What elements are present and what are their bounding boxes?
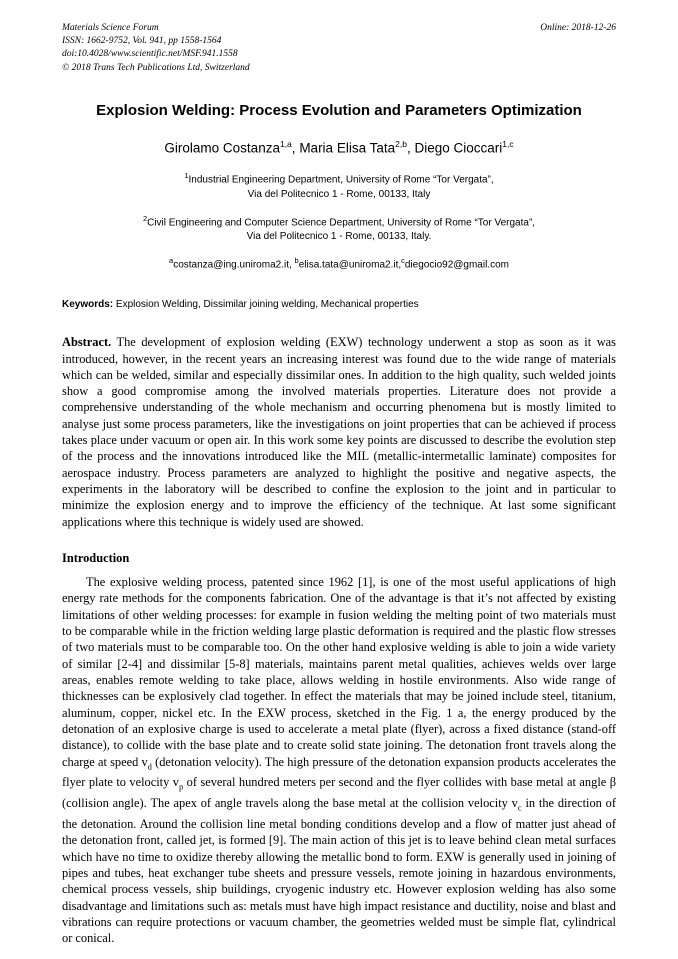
affiliation-1-line1: Industrial Engineering Department, University of Rome “Tor Vergata”, xyxy=(188,174,494,186)
keywords-value: Explosion Welding, Dissimilar joining welding, Mechanical properties xyxy=(113,299,419,311)
affiliation-2 xyxy=(62,212,616,244)
author-2-name: Maria Elisa Tata xyxy=(299,140,396,156)
author-2-affiliation-marker: 2,b xyxy=(395,138,407,149)
affiliation-1-marker: 1 xyxy=(184,171,189,181)
issn-line: ISSN: 1662-9752, Vol. 941, pp 1558-1564 xyxy=(62,36,222,47)
page-header xyxy=(62,22,616,75)
intro-text-part-4: in the direction of the detonation. Around the collision line metal bonding conditions develop and a flow of matter just ahead of the detonation front, called jet, is formed [9]. The main action of this jet is to leave behind clean metal surfaces which have no time to oxidize thereby allowing the metallic bond to form. EXW is generally used in joining of pipes and tubes, heat exchanger tube sheets and pressure vessels, remote joining in hazardous environments, chemical process vessels, ship buildings, cryogenic industry etc. However explosion welding has also some disadvantage and limitations such as: metals must have high impact resistance and ductility, noise and blast and vibrations can require protections or vacuum chamber, the geometries welded must be simple flat, cylindrical or conical. xyxy=(62,796,616,946)
author-separator-1: , xyxy=(291,140,300,156)
intro-text-part-2: (detonation velocity). The high pressure of the detonation expansion products accelerates the flyer plate to velocity v xyxy=(62,754,617,790)
email-a-marker: a xyxy=(169,255,174,265)
header-left-block xyxy=(62,22,250,75)
author-list xyxy=(62,135,616,158)
affiliation-2-line1: Civil Engineering and Computer Science Department, University of Rome “Tor Vergata”, xyxy=(147,216,536,228)
author-1-name: Girolamo Costanza xyxy=(164,140,280,156)
email-a: costanza@ing.uniroma2.it, xyxy=(173,259,295,271)
abstract-text: The development of explosion welding (EXW) technology underwent a stop as soon as it was introduced, however, in the recent years an increasing interest was found due to the wide range of materials which can be welded, similar and especially dissimilar ones. In addition to the high quality, such welded joints show a good compromise among the involved materials properties. Literature does not provide a comprehensive understanding of the whole mechanism and occurring phenomena but is mostly limited to analyse just some process parameters, like the investigations on joint properties that can be achieved if process takes place under vacuum or open air. In this work some key points are discussed to describe the evolution step of the process and the innovations introduced like the MIL (metallic-intermetallic laminate) composites for aerospace industry. Process parameters are analyzed to highlight the positive and negative aspects, the experiments in the laboratory will be described to confine the explosion to the joint and in particular to minimize the explosion energy and to improve the efficiency of the technique. At last some significant applications where this technique is widely used are showed. xyxy=(62,335,616,529)
email-c: diegocio92@gmail.com xyxy=(404,259,509,271)
page-title: Explosion Welding: Process Evolution and Parameters Optimization xyxy=(96,101,582,119)
author-1-affiliation-marker: 1,a xyxy=(279,138,292,149)
affiliation-list xyxy=(62,169,616,244)
author-3-name: Diego Cioccari xyxy=(414,140,503,156)
intro-text-part-1: The explosive welding process, patented since 1962 [1], is one of the most useful applications of high energy rate methods for the components fabrication. One of the advantage is that it’s not affected by existing limitations of other welding processes: for example in fusion welding the melting point of two materials must to be comparable while in the friction welding large plastic deformation is required and the plastic flow stresses of two materials must to be comparable too. On the other hand explosive welding is able to join a wide variety of similar [2-4] and dissimilar [5-8] materials, maintains parent metal qualities, achieves welds over large areas, enables remote welding to take place, allows welding in hostile environments. Also wide range of thicknesses can be explosively clad together. In effect the materials that may be joined include steel, titanium, aluminum, copper, nickel etc. In the EXW process, sketched in the Fig. 1 a, the energy produced by the detonation of an explosive charge is used to accelerate a metal plate (flyer), across a fixed distance (stand-off distance), to collide with the base plate and to create solid state joining. The detonation front travels along the charge at speed v xyxy=(62,574,616,769)
abstract-paragraph xyxy=(62,334,616,530)
email-b-marker: b xyxy=(294,255,299,265)
abstract-label: Abstract. xyxy=(62,335,112,350)
keywords-line xyxy=(62,298,616,312)
keywords-label: Keywords: xyxy=(62,299,114,311)
affiliation-1-line2: Via del Politecnico 1 - Rome, 00133, Italy xyxy=(247,188,431,200)
email-c-marker: c xyxy=(401,255,405,265)
copyright-line: © 2018 Trans Tech Publications Ltd, Switzerland xyxy=(62,62,250,73)
online-date: Online: 2018-12-26 xyxy=(540,23,616,33)
introduction-heading: Introduction xyxy=(62,550,130,565)
intro-subscript-p: p xyxy=(178,781,184,792)
author-separator-2: , xyxy=(406,140,415,156)
introduction-paragraph-1 xyxy=(62,574,616,947)
doi-line: doi:10.4028/www.scientific.net/MSF.941.1558 xyxy=(62,49,238,60)
journal-name: Materials Science Forum xyxy=(62,23,159,33)
email-b: elisa.tata@uniroma2.it, xyxy=(298,259,402,271)
intro-subscript-d: d xyxy=(147,761,152,772)
author-3-affiliation-marker: 1,c xyxy=(502,138,514,149)
affiliation-2-line2: Via del Politecnico 1 - Rome, 00133, Italy. xyxy=(246,230,432,242)
intro-subscript-c: c xyxy=(517,802,522,813)
affiliation-2-marker: 2 xyxy=(142,213,148,223)
author-emails xyxy=(62,254,616,272)
intro-text-part-3: of several hundred meters per second and the flyer collides with base metal at angle β (collision angle). The apex of angle travels along the base metal at the collision velocity v xyxy=(62,775,616,811)
affiliation-1 xyxy=(62,169,616,201)
